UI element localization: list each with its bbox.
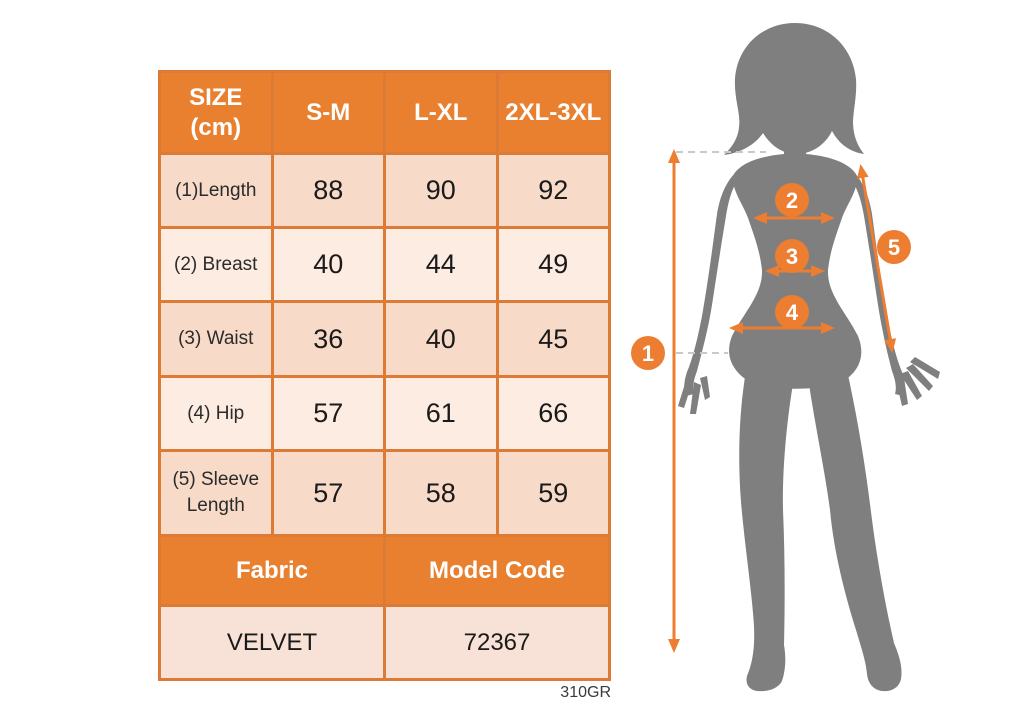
model-code-header: Model Code (385, 536, 610, 606)
size-chart-table (158, 70, 611, 681)
waist-2xl3xl: 45 (497, 302, 610, 377)
sleeve-sm: 57 (272, 451, 385, 536)
column-header-2xl3xl: 2XL-3XL (497, 72, 610, 154)
breast-lxl: 44 (385, 228, 498, 302)
row-label-length: (1)Length (160, 154, 273, 228)
breast-2xl3xl: 49 (497, 228, 610, 302)
hip-2xl3xl: 66 (497, 377, 610, 451)
hip-lxl: 61 (385, 377, 498, 451)
marker-5 (877, 230, 911, 264)
marker-3 (775, 239, 809, 273)
marker-4-number: 4 (785, 300, 799, 325)
marker-2 (775, 183, 809, 217)
waist-sm: 36 (272, 302, 385, 377)
size-row-hip (160, 377, 610, 451)
info-header-row (160, 536, 610, 606)
size-row-sleeve (160, 451, 610, 536)
length-2xl3xl: 92 (497, 154, 610, 228)
size-unit-header (160, 72, 273, 154)
size-header-line1: SIZE (189, 83, 243, 111)
marker-1 (631, 336, 665, 370)
column-header-lxl: L-XL (385, 72, 498, 154)
column-header-sm: S-M (272, 72, 385, 154)
model-code-value: 72367 (385, 606, 610, 680)
size-row-breast (160, 228, 610, 302)
row-label-sleeve: (5) Sleeve Length (160, 451, 273, 536)
size-row-waist (160, 302, 610, 377)
row-label-waist: (3) Waist (160, 302, 273, 377)
row-label-hip: (4) Hip (160, 377, 273, 451)
info-values-row (160, 606, 610, 680)
size-header-line2: (cm) (190, 113, 242, 141)
weight-note: 310GR (560, 684, 611, 701)
row-label-breast: (2) Breast (160, 228, 273, 302)
marker-3-number: 3 (785, 244, 799, 269)
marker-4 (775, 295, 809, 329)
size-row-length (160, 154, 610, 228)
length-lxl: 90 (385, 154, 498, 228)
sleeve-lxl: 58 (385, 451, 498, 536)
measurement-figure (620, 0, 1024, 717)
waist-lxl: 40 (385, 302, 498, 377)
breast-sm: 40 (272, 228, 385, 302)
marker-2-number: 2 (785, 188, 799, 213)
marker-5-number: 5 (887, 235, 901, 260)
size-table-header-row (160, 72, 610, 154)
body-silhouette-icon (678, 23, 940, 691)
fabric-value: VELVET (160, 606, 385, 680)
length-sm: 88 (272, 154, 385, 228)
sleeve-2xl3xl: 59 (497, 451, 610, 536)
marker-1-number: 1 (641, 341, 655, 366)
fabric-header: Fabric (160, 536, 385, 606)
hip-sm: 57 (272, 377, 385, 451)
